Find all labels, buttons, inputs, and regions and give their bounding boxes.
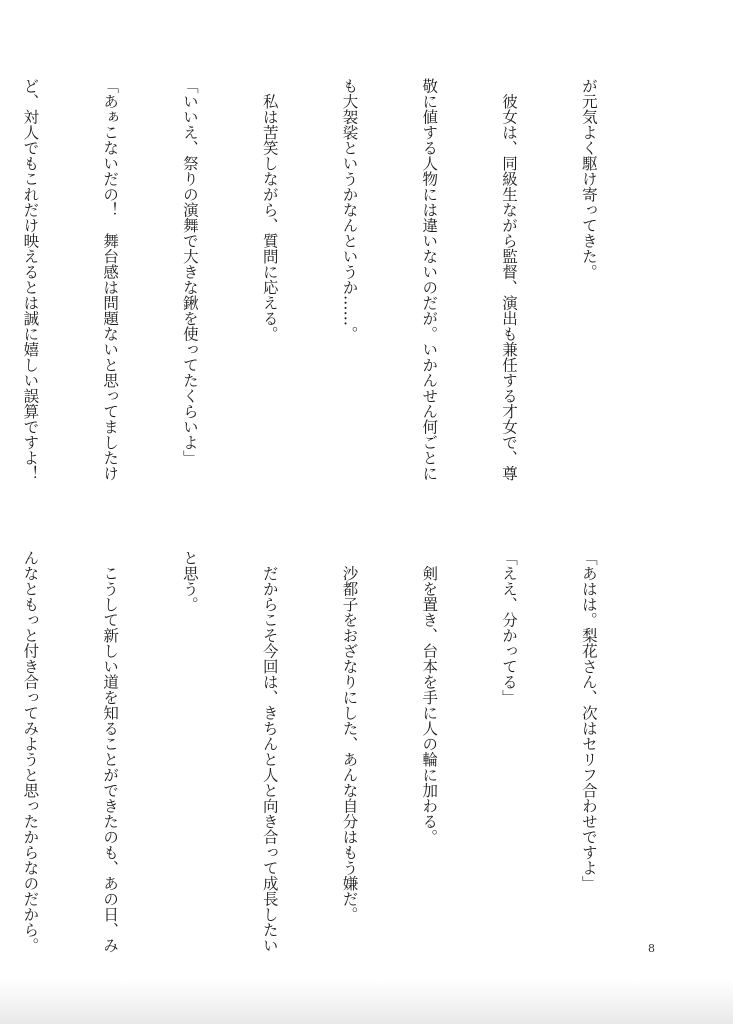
- text-line: 「あはは。梨花さん、次はセリフ合わせですよ」: [579, 550, 598, 891]
- text-line: 「いいえ、祭りの演舞で大きな鍬を使ってたくらいよ」: [180, 78, 199, 466]
- bottom-shade: [0, 980, 733, 1024]
- text-line: 私は苦笑しながら、質問に応える。: [260, 78, 279, 342]
- text-block-upper: [0, 78, 655, 488]
- text-line: 敬に値する人物には違いないのだが。いかんせん何ごとに: [420, 78, 439, 481]
- text-block-lower: [0, 550, 655, 953]
- text-line: も大袈裟というかなんというか……。: [340, 78, 359, 342]
- text-line: と思う。: [180, 550, 199, 612]
- text-line: が元気よく駆け寄ってきた。: [579, 78, 598, 280]
- text-line: こうして新しい道を知ることができたのも、あの日、み: [101, 550, 120, 953]
- text-line: んなともっと付き合ってみようと思ったからなのだから。: [21, 550, 40, 953]
- text-line: 「あぁこないだの！ 舞台感は問題ないと思ってましたけ: [101, 78, 120, 481]
- text-line: だからこそ今回は、きちんと人と向き合って成長したい: [260, 550, 279, 953]
- text-line: 沙都子をおざなりにした、あんな自分はもう嫌だ。: [340, 550, 359, 922]
- text-line: 剣を置き、台本を手に人の輪に加わる。: [420, 550, 439, 845]
- text-line: ど、対人でもこれだけ映えるとは誠に嬉しい誤算ですよ！: [21, 78, 40, 481]
- text-line: 彼女は、同級生ながら監督、演出も兼任する才女で、尊: [500, 78, 519, 481]
- page-number: 8: [648, 942, 655, 955]
- text-line: 「ええ、分かってる」: [500, 550, 519, 705]
